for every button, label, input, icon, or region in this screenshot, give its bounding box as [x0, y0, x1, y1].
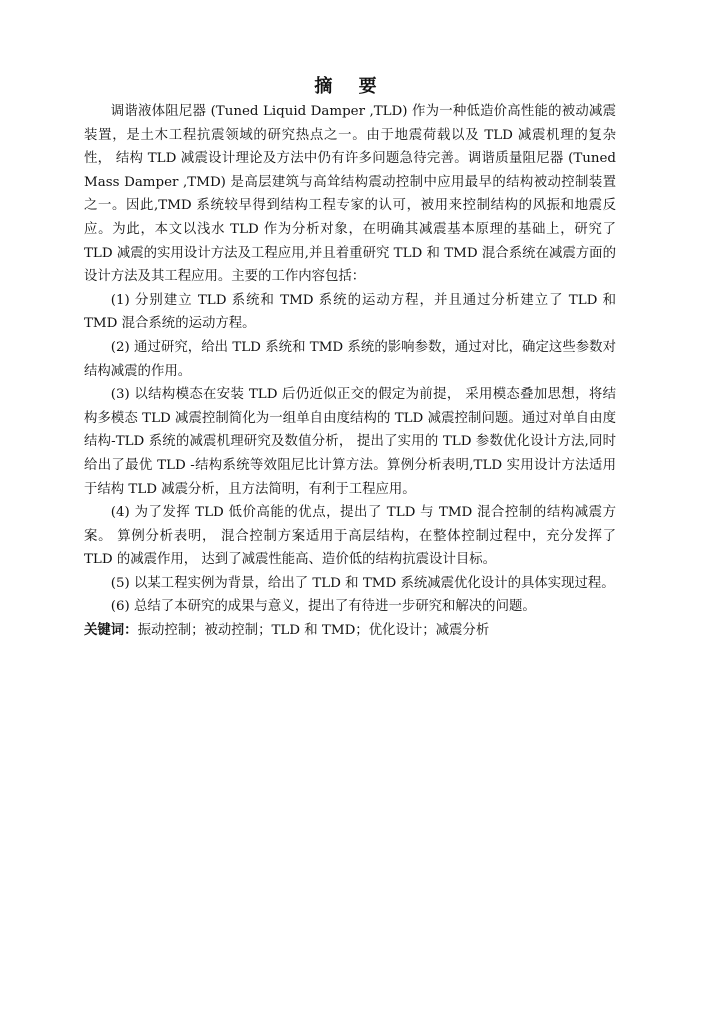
keywords-text: 振动控制；被动控制；TLD 和 TMD；优化设计；减震分析 — [137, 623, 490, 639]
work-item-6: (6) 总结了本研究的成果与意义，提出了有待进一步研究和解决的问题。 — [110, 599, 536, 615]
work-item-5: (5) 以某工程实例为背景，给出了 TLD 和 TMD 系统减震优化设计的具体实现过程。 — [110, 575, 615, 591]
work-item-4: (4) 为了发挥 TLD 低价高能的优点，提出了 TLD 与 TMD 混合控制的结构减震方案。 算例分析表明， 混合控制方案适用于高层结构，在整体控制过程中，充分发挥了 TLD 的减震作用， 达到了减震性能高、造价低的结构抗震设计目标。 — [84, 505, 616, 568]
keywords-line — [84, 619, 616, 643]
keywords-label: 关键词： — [84, 622, 138, 639]
work-item-2: (2) 通过研究，给出 TLD 系统和 TMD 系统的影响参数，通过对比，确定这些参数对结构减震的作用。 — [84, 339, 616, 379]
abstract-body — [84, 100, 616, 643]
work-item-3: (3) 以结构模态在安装 TLD 后仍近似正交的假定为前提， 采用模态叠加思想，将结构多模态 TLD 减震控制简化为一组单自由度结构的 TLD 减震控制问题。通过对单自由度结构-TLD 系统的减震机理研究及数值分析， 提出了实用的 TLD 参数优化设计方法,同时给出了最优 TLD -结构系统等效阻尼比计算方法。算例分析表明,TLD 实用设计方法适用于结构 TLD 减震分析，且方法简明，有利于工程应用。 — [84, 387, 616, 497]
abstract-intro-paragraph: 调谐液体阻尼器 (Tuned Liquid Damper ,TLD) 作为一种低造价高性能的被动减震装置，是土木工程抗震领域的研究热点之一。由于地震荷载以及 TLD 减震机理的复杂性， 结构 TLD 减震设计理论及方法中仍有许多问题急待完善。调谐质量阻尼器 (Tuned Mass Damper ,TMD) 是高层建筑与高耸结构震动控制中应用最早的结构被动控制装置之一。因此,TMD 系统较早得到结构工程专家的认可，被用来控制结构的风振和地震反应。为此，本文以浅水 TLD 作为分析对象，在明确其减震基本原理的基础上，研究了 TLD 减震的实用设计方法及工程应用,并且着重研究 TLD 和 TMD 混合系统在减震方面的设计方法及其工程应用。主要的工作内容包括： — [84, 104, 616, 285]
page-title: 摘 要 — [314, 76, 387, 97]
work-item-1: (1) 分别建立 TLD 系统和 TMD 系统的运动方程，并且通过分析建立了 TLD 和 TMD 混合系统的运动方程。 — [84, 292, 616, 332]
